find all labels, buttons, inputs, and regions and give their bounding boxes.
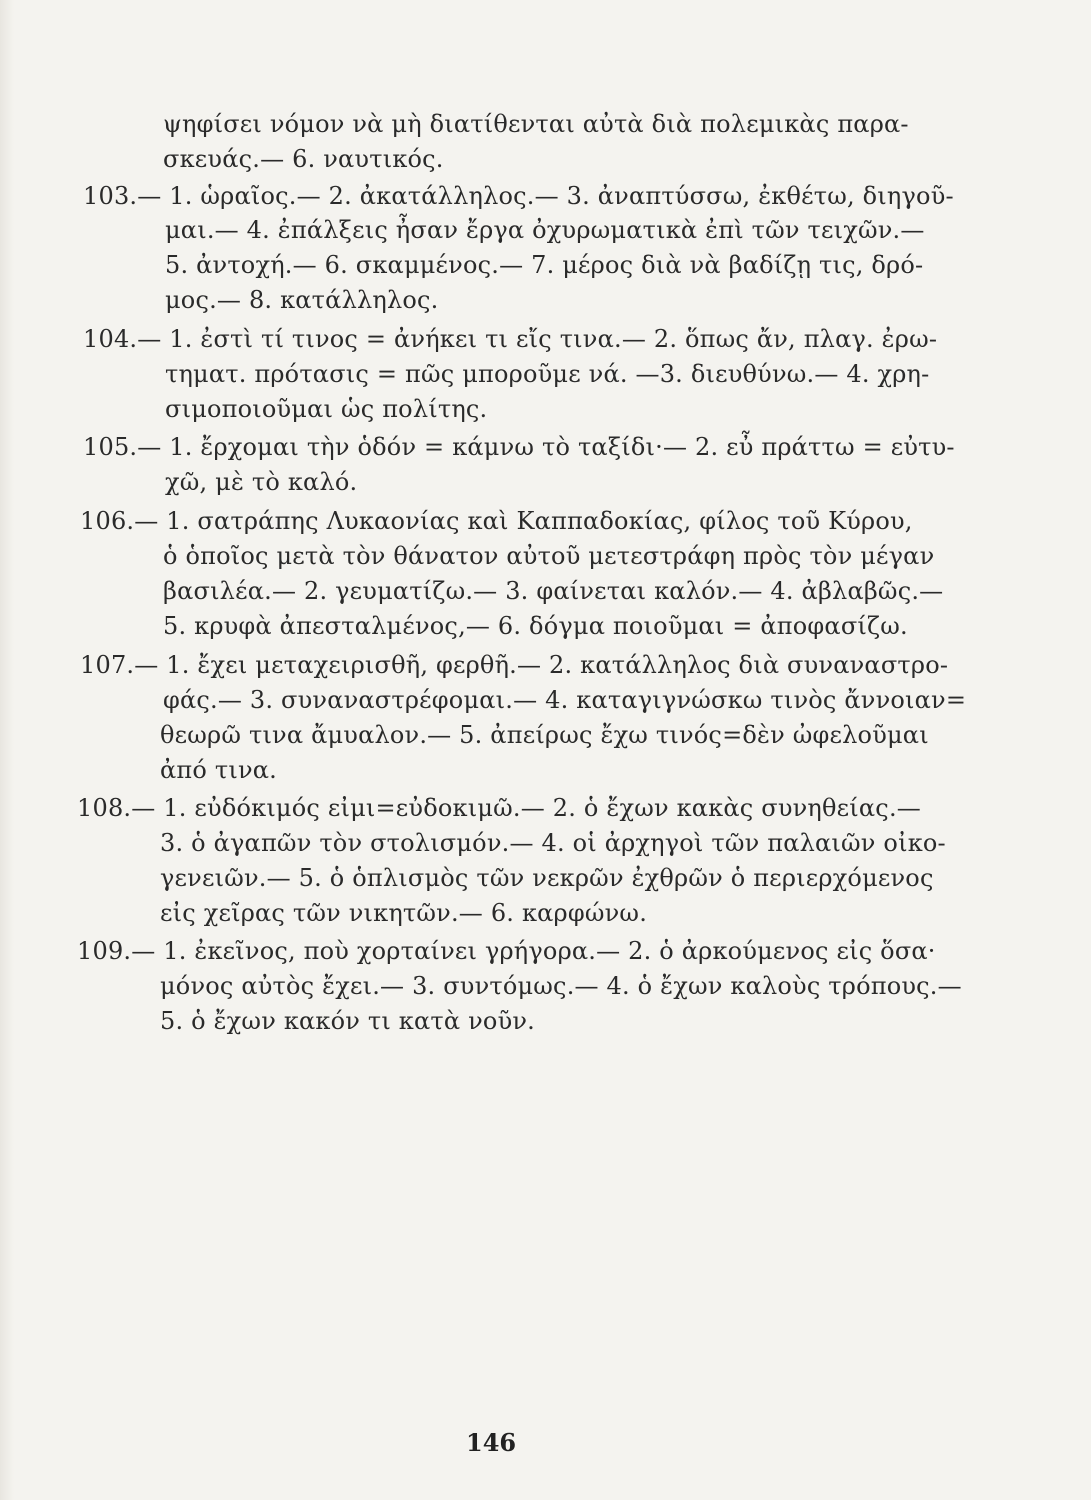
text-line: σκευάς.— 6. ναυτικός. bbox=[163, 145, 444, 173]
text-line: 108.— 1. εὐδόκιμός εἰμι=εὐδοκιμῶ.— 2. ὁ ἔχων κακὰς συνηθείας.— bbox=[77, 794, 921, 822]
text-line: 107.— 1. ἔχει μεταχειρισθῆ, φερθῆ.— 2. κατάλληλος διὰ συναναστρο- bbox=[80, 651, 949, 679]
text-line: 105.— 1. ἔρχομαι τὴν ὁδόν = κάμνω τὸ ταξίδι·— 2. εὖ πράττω = εὐτυ- bbox=[83, 433, 955, 461]
page-number: 146 bbox=[466, 1428, 517, 1457]
text-line: 104.— 1. ἐστὶ τί τινος = ἀνήκει τι εἴς τινα.— 2. ὅπως ἄν, πλαγ. ἐρω- bbox=[83, 325, 938, 353]
text-line: τηματ. πρότασις = πῶς μποροῦμε νά. —3. διευθύνω.— 4. χρη- bbox=[165, 360, 930, 388]
text-line: φάς.— 3. συναναστρέφομαι.— 4. καταγιγνώσκω τινὸς ἄννοιαν= bbox=[163, 686, 967, 714]
text-line: μαι.— 4. ἐπάλξεις ἦσαν ἔργα ὀχυρωματικὰ ἐπὶ τῶν τειχῶν.— bbox=[165, 216, 925, 244]
text-line: 103.— 1. ὡραῖος.— 2. ἀκατάλληλος.— 3. ἀναπτύσσω, ἐκθέτω, διηγοῦ- bbox=[83, 182, 954, 210]
text-line: βασιλέα.— 2. γευματίζω.— 3. φαίνεται καλόν.— 4. ἀβλαβῶς.— bbox=[163, 577, 944, 605]
text-line: 5. ὁ ἔχων κακόν τι κατὰ νοῦν. bbox=[160, 1007, 535, 1035]
text-line: 106.— 1. σατράπης Λυκαονίας καὶ Καππαδοκίας, φίλος τοῦ Κύρου, bbox=[80, 507, 913, 535]
text-line: 5. κρυφὰ ἀπεσταλμένος,— 6. δόγμα ποιοῦμαι = ἀποφασίζω. bbox=[163, 612, 908, 640]
text-line: σιμοποιοῦμαι ὡς πολίτης. bbox=[165, 395, 488, 423]
text-line: μος.— 8. κατάλληλος. bbox=[165, 286, 439, 314]
text-line: 109.— 1. ἐκεῖνος, ποὺ χορταίνει γρήγορα.— 2. ὁ ἀρκούμενος εἰς ὅσα· bbox=[77, 937, 936, 965]
text-line: εἰς χεῖρας τῶν νικητῶν.— 6. καρφώνω. bbox=[160, 899, 648, 927]
text-line: ψηφίσει νόμον νὰ μὴ διατίθενται αὐτὰ διὰ πολεμικὰς παρα- bbox=[163, 110, 909, 138]
text-line: χῶ, μὲ τὸ καλό. bbox=[165, 468, 358, 496]
text-line: 5. ἀντοχή.— 6. σκαμμένος.— 7. μέρος διὰ νὰ βαδίζῃ τις, δρό- bbox=[165, 251, 924, 279]
text-line: μόνος αὐτὸς ἔχει.— 3. συντόμως.— 4. ὁ ἔχων καλοὺς τρόπους.— bbox=[160, 972, 962, 1000]
text-line: ὁ ὁποῖος μετὰ τὸν θάνατον αὐτοῦ μετεστράφη πρὸς τὸν μέγαν bbox=[163, 542, 935, 570]
text-line: 3. ὁ ἀγαπῶν τὸν στολισμόν.— 4. οἱ ἀρχηγοὶ τῶν παλαιῶν οἰκο- bbox=[160, 829, 946, 857]
text-line: θεωρῶ τινα ἄμυαλον.— 5. ἀπείρως ἔχω τινός=δὲν ὠφελοῦμαι bbox=[160, 721, 929, 749]
text-line: γενειῶν.— 5. ὁ ὁπλισμὸς τῶν νεκρῶν ἐχθρῶν ὁ περιερχόμενος bbox=[160, 864, 934, 892]
text-line: ἀπό τινα. bbox=[160, 756, 277, 784]
page-edge-shadow bbox=[0, 0, 14, 1500]
